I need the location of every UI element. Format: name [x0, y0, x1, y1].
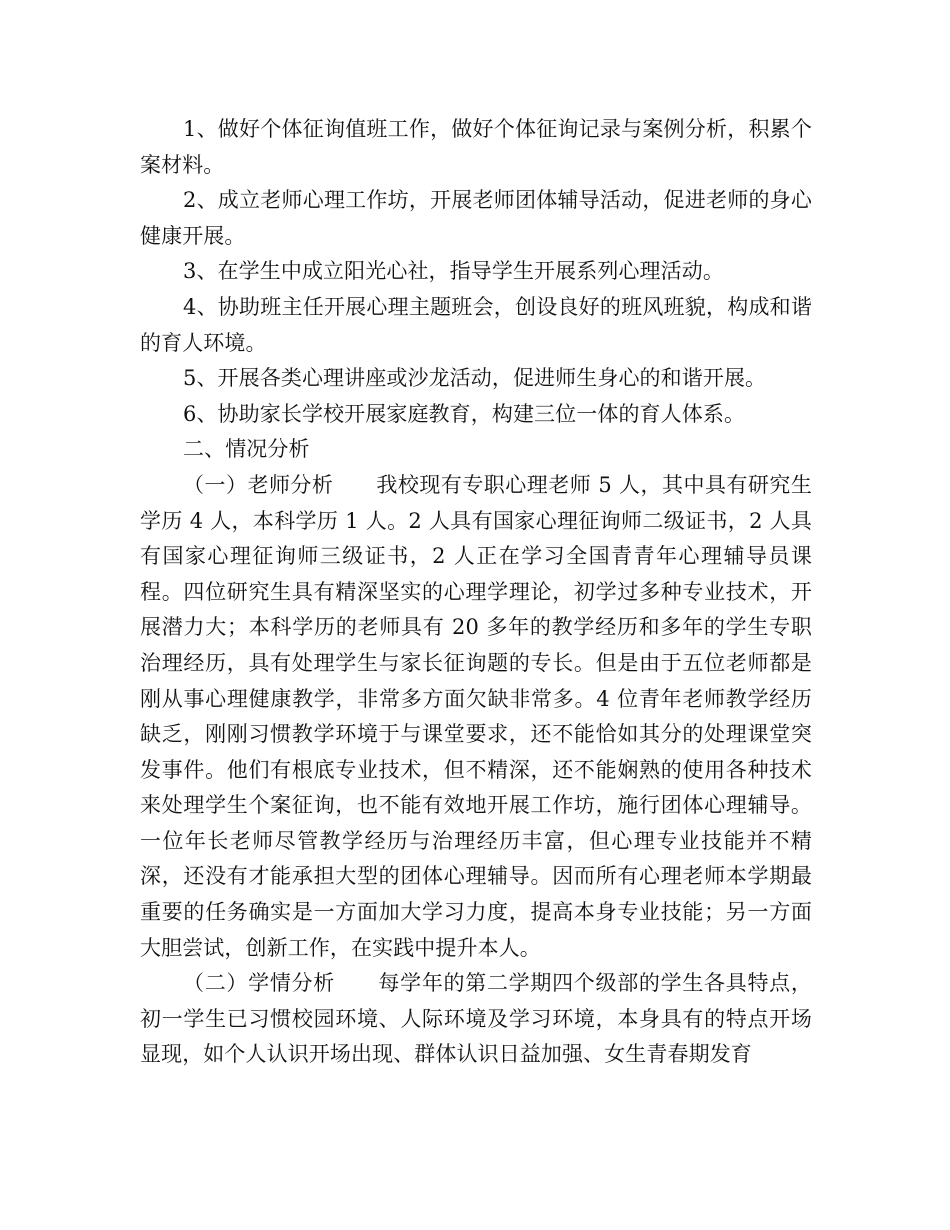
paragraph-task-2: 2、成立老师心理工作坊，开展老师团体辅导活动，促进老师的身心健康开展。 — [140, 188, 812, 248]
paragraph-student-analysis: （二）学情分析 每学年的第二学期四个级部的学生各具特点，初一学生已习惯校园环境、人际环境及学习环境，本身具有的特点开场显现，如个人认识开场出现、群体认识日益加强、女生青春期发育 — [140, 971, 812, 1067]
paragraph-teacher-analysis: （一）老师分析 我校现有专职心理老师 5 人，其中具有研究生学历 4 人，本科学历 1 人。2 人具有国家心理征询师二级证书，2 人具有国家心理征询师三级证书，2 人正在学习全国青青年心理辅导员课程。四位研究生具有精深坚实的心理学理论，初学过多种专业技术，开展潜力大；本科学历的老师具有 20 多年的教学经历和多年的学生专职治理经历，具有处理学生与家长征询题的专长。但是由于五位老师都是刚从事心理健康教学，非常多方面欠缺非常多。4 位青年老师教学经历缺乏，刚刚习惯教学环境于与课堂要求，还不能恰如其分的处理课堂突发事件。他们有根底专业技术，但不精深，还不能娴熟的使用各种技术来处理学生个案征询，也不能有效地开展工作坊，施行团体心理辅导。一位年长老师尽管教学经历与治理经历丰富，但心理专业技能并不精深，还没有才能承担大型的团体心理辅导。因而所有心理老师本学期最重要的任务确实是一方面加大学习力度，提高本身专业技能；另一方面大胆尝试，创新工作，在实践中提升本人。 — [140, 472, 812, 960]
document-page — [140, 112, 812, 1073]
paragraph-task-6: 6、协助家长学校开展家庭教育，构建三位一体的育人体系。 — [183, 401, 746, 426]
section-heading-situation-analysis: 二、情况分析 — [183, 437, 310, 462]
paragraph-task-5: 5、开展各类心理讲座或沙龙活动，促进师生身心的和谐开展。 — [183, 366, 767, 391]
paragraph-task-1: 1、做好个体征询值班工作，做好个体征询记录与案例分析，积累个案材料。 — [140, 117, 812, 177]
paragraph-task-3: 3、在学生中成立阳光心社，指导学生开展系列心理活动。 — [183, 259, 724, 284]
paragraph-task-4: 4、协助班主任开展心理主题班会，创设良好的班风班貌，构成和谐的育人环境。 — [140, 294, 812, 355]
